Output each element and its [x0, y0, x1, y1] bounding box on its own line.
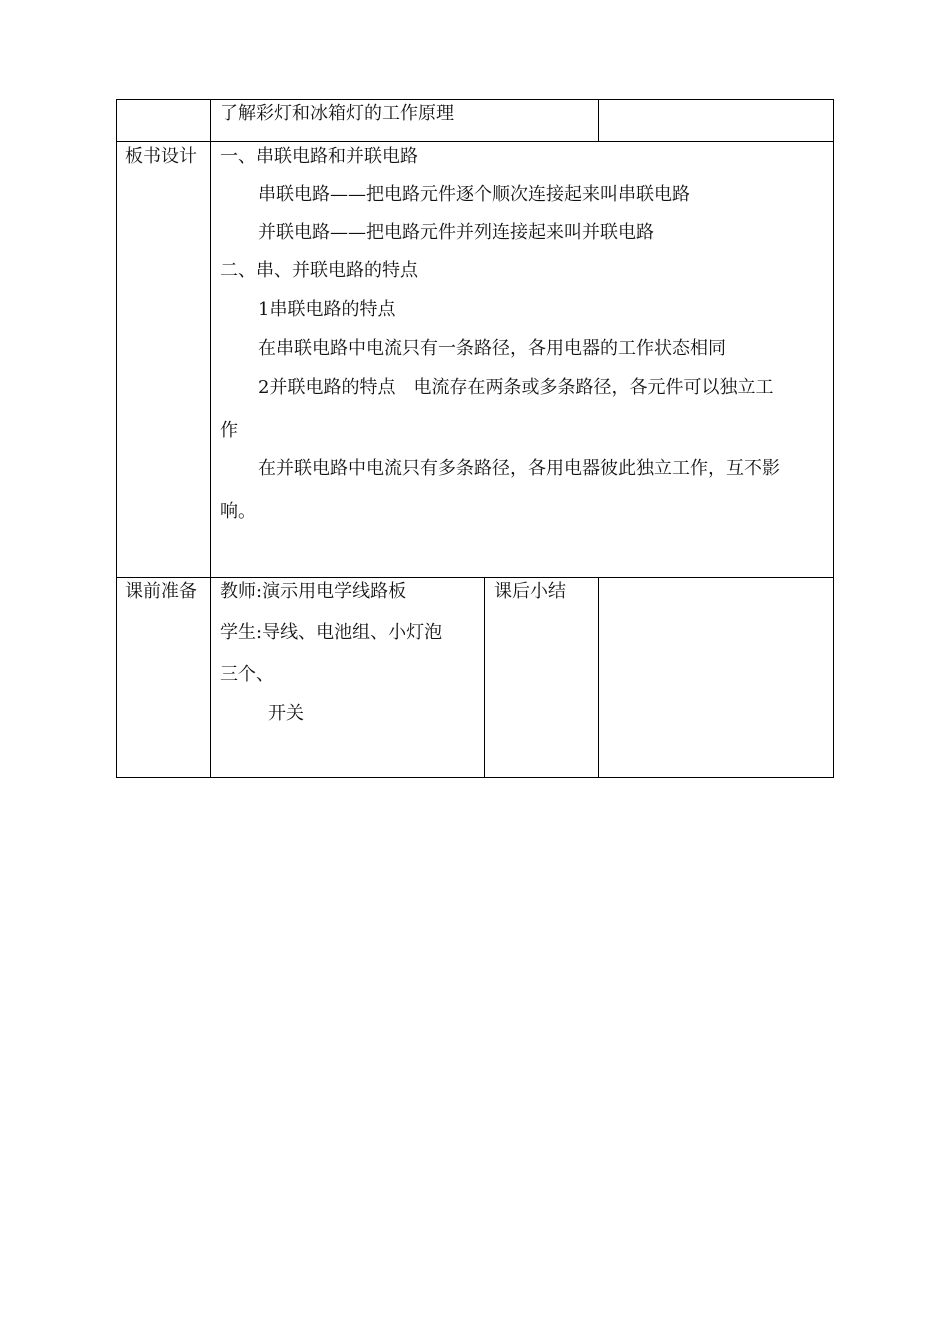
row3-column-divider-b	[598, 577, 599, 778]
objective-text: 了解彩灯和冰箱灯的工作原理	[220, 103, 454, 124]
preparation-line-4: 开关	[268, 703, 304, 724]
preparation-line-3: 三个、	[220, 664, 274, 685]
row3-column-divider-a	[484, 577, 485, 778]
board-line-4: 二、串、并联电路的特点	[220, 260, 418, 281]
table-row-divider-2	[116, 577, 834, 578]
table-border-top	[116, 99, 834, 100]
table-border-right	[833, 99, 834, 778]
row1-column-divider	[598, 99, 599, 142]
board-line-3: 并联电路——把电路元件并列连接起来叫并联电路	[258, 222, 654, 243]
board-design-label: 板书设计	[125, 146, 197, 167]
summary-label: 课后小结	[494, 581, 566, 602]
table-border-left	[116, 99, 117, 778]
board-line-10: 响。	[220, 501, 256, 522]
preparation-line-1: 教师:演示用电学线路板	[220, 581, 407, 602]
board-line-5: 1串联电路的特点	[258, 299, 396, 320]
board-line-1: 一、串联电路和并联电路	[220, 146, 418, 167]
table-row-divider-1	[116, 141, 834, 142]
board-line-8: 作	[220, 420, 238, 441]
preparation-label: 课前准备	[125, 581, 197, 602]
board-line-6: 在串联电路中电流只有一条路径，各用电器的工作状态相同	[258, 338, 726, 359]
board-line-9: 在并联电路中电流只有多条路径，各用电器彼此独立工作，互不影	[258, 458, 780, 479]
label-column-divider	[210, 99, 211, 778]
table-border-bottom	[116, 777, 834, 778]
board-line-2: 串联电路——把电路元件逐个顺次连接起来叫串联电路	[258, 184, 690, 205]
board-line-7: 2并联电路的特点 电流存在两条或多条路径，各元件可以独立工	[258, 377, 774, 398]
preparation-line-2: 学生:导线、电池组、小灯泡	[220, 622, 443, 643]
